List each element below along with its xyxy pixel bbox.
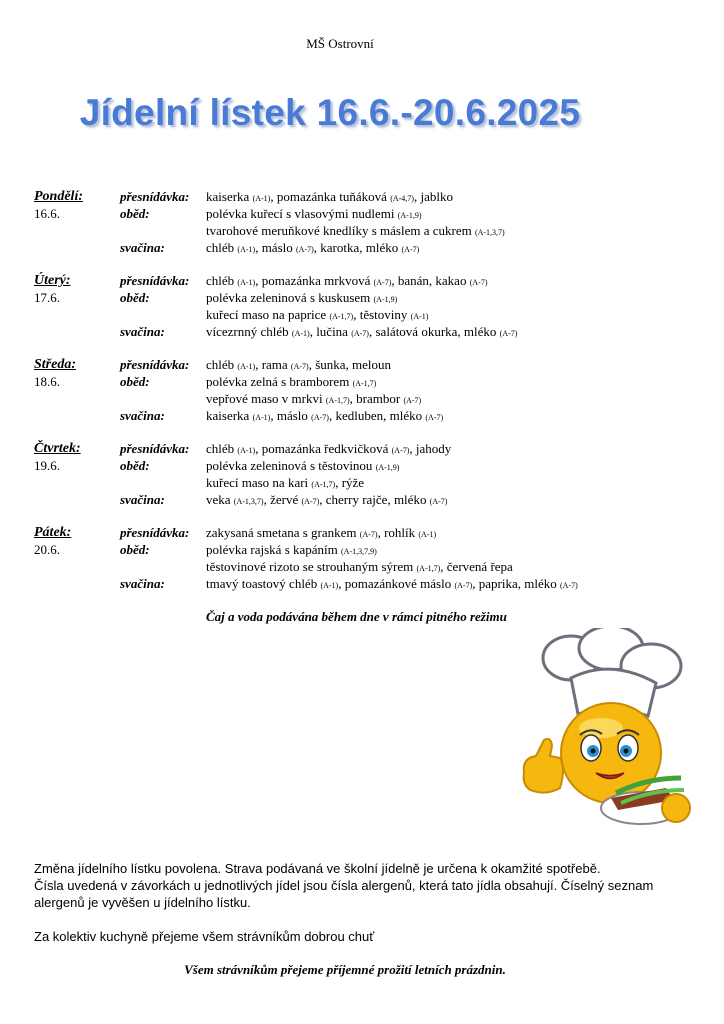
allergen-code: (A-1,7) <box>416 564 441 573</box>
menu-row <box>34 356 694 373</box>
allergen-code: (A-7) <box>560 581 578 590</box>
tea-note: Čaj a voda podávána během dne v rámci pitného režimu <box>206 609 507 624</box>
allergen-code: (A-7) <box>401 245 420 254</box>
meal-text: , rama <box>255 357 291 372</box>
allergen-code: (A-1,3,7,9) <box>341 547 377 556</box>
meal-label: přesnídávka: <box>120 357 190 372</box>
meal-text: tvarohové meruňkové knedlíky s máslem a cukrem <box>206 223 475 238</box>
meal-label: svačina: <box>120 324 165 339</box>
meal-label: oběd: <box>120 374 150 389</box>
allergen-code: (A-1,7) <box>325 396 350 405</box>
meal-label: svačina: <box>120 492 165 507</box>
allergen-code: (A-1) <box>252 413 271 422</box>
menu-row <box>34 323 694 340</box>
meal-text: , žervé <box>263 492 302 507</box>
meal-label: přesnídávka: <box>120 189 190 204</box>
allergen-code: (A-1) <box>410 312 429 321</box>
meal-label: přesnídávka: <box>120 273 190 288</box>
allergen-code: (A-7) <box>403 396 422 405</box>
allergen-code: (A-7) <box>391 446 410 455</box>
allergen-code: (A-4,7) <box>390 194 414 203</box>
meal-items <box>206 491 447 510</box>
meal-label: oběd: <box>120 290 150 305</box>
allergen-code: (A-1,9) <box>375 463 400 472</box>
menu-row <box>34 407 694 424</box>
meal-text: , rohlík <box>377 525 419 540</box>
allergen-code: (A-7) <box>359 530 378 539</box>
day-name: Čtvrtek: <box>34 441 81 456</box>
menu-day <box>34 440 694 508</box>
meal-text: , pomazánka ředkvičková <box>255 441 392 456</box>
day-name: Úterý: <box>34 273 71 288</box>
meal-text: polévka zeleninová s kuskusem <box>206 290 374 305</box>
smiley-chef-icon <box>516 628 696 833</box>
allergen-code: (A-1) <box>418 530 437 539</box>
meal-text: polévka kuřecí s vlasovými nudlemi <box>206 206 398 221</box>
meal-text: , máslo <box>270 408 312 423</box>
allergen-code: (A-1,9) <box>373 295 398 304</box>
meal-text: kaiserka <box>206 189 253 204</box>
meal-text: kuřecí maso na paprice <box>206 307 330 322</box>
school-name: MŠ Ostrovní <box>306 36 374 51</box>
meal-text: , salátová okurka, mléko <box>368 324 500 339</box>
meal-text: chléb <box>206 240 238 255</box>
day-date: 18.6. <box>34 374 60 389</box>
meal-items <box>206 575 578 594</box>
allergen-code: (A-7) <box>290 362 309 371</box>
meal-label: svačina: <box>120 576 165 591</box>
menu-row <box>34 222 694 239</box>
allergen-code: (A-1,7) <box>352 379 377 388</box>
page-title: Jídelní lístek 16.6.-20.6.2025 <box>79 92 581 133</box>
menu-day <box>34 272 694 340</box>
meal-text: , těstoviny <box>353 307 411 322</box>
menu-row <box>34 306 694 323</box>
footer-notes <box>34 860 694 945</box>
closing-message: Všem strávníkům přejeme příjemné prožití letních prázdnin. <box>184 962 506 977</box>
meal-text: polévka zelná s bramborem <box>206 374 353 389</box>
allergen-code: (A-1) <box>237 446 256 455</box>
meal-text: , kedluben, mléko <box>328 408 426 423</box>
menu-row <box>34 373 694 390</box>
allergen-code: (A-7) <box>373 278 392 287</box>
allergen-code: (A-1) <box>252 194 271 203</box>
meal-text: vepřové maso v mrkvi <box>206 391 326 406</box>
meal-text: , jahody <box>409 441 452 456</box>
menu-row <box>34 541 694 558</box>
day-name: Pátek: <box>34 525 72 540</box>
meal-text: , brambor <box>349 391 404 406</box>
allergen-code: (A-1,9) <box>397 211 422 220</box>
meal-text: kuřecí maso na kari <box>206 475 312 490</box>
meal-text: , červená řepa <box>440 559 513 574</box>
meal-text: , pomazánka mrkvová <box>255 273 374 288</box>
day-date: 20.6. <box>34 542 60 557</box>
allergen-code: (A-7) <box>301 497 320 506</box>
day-date: 17.6. <box>34 290 60 305</box>
allergen-code: (A-1,3,7) <box>474 228 505 237</box>
menu-day <box>34 188 694 256</box>
day-date: 16.6. <box>34 206 60 221</box>
meal-items <box>206 323 517 342</box>
menu-row <box>34 575 694 592</box>
footer-line-2: Čísla uvedená v závorkách u jednotlivých jídel jsou čísla alergenů, která tato jídla obsahují. Číselný seznam alergenů je vyvěšen u jídelního lístku. <box>34 878 654 910</box>
meal-label: svačina: <box>120 408 165 423</box>
day-name: Pondělí: <box>34 189 83 204</box>
meal-text: chléb <box>206 357 238 372</box>
allergen-code: (A-1) <box>237 362 256 371</box>
allergen-code: (A-7) <box>351 329 369 338</box>
meal-text: , pomazánkové máslo <box>338 576 455 591</box>
meal-text: těstovinové rizoto se strouhaným sýrem <box>206 559 417 574</box>
menu-row <box>34 474 694 491</box>
allergen-code: (A-7) <box>311 413 329 422</box>
meal-text: veka <box>206 492 234 507</box>
meal-text: tmavý toastový chléb <box>206 576 321 591</box>
meal-items <box>206 407 443 426</box>
allergen-code: (A-1,7) <box>329 312 354 321</box>
meal-text: chléb <box>206 441 238 456</box>
footer-line-1: Změna jídelního lístku povolena. Strava podávaná ve školní jídelně je určena k okamžité spotřebě. <box>34 861 601 876</box>
meal-text: , banán, kakao <box>391 273 470 288</box>
allergen-code: (A-1,3,7) <box>233 497 264 506</box>
allergen-code: (A-1) <box>320 581 339 590</box>
meal-text: kaiserka <box>206 408 253 423</box>
menu-row <box>34 524 694 541</box>
menu-row <box>34 457 694 474</box>
meal-text: chléb <box>206 273 238 288</box>
menu-day <box>34 524 694 592</box>
menu-row <box>34 239 694 256</box>
meal-text: , šunka, meloun <box>308 357 392 372</box>
allergen-code: (A-7) <box>499 329 518 338</box>
day-date: 19.6. <box>34 458 60 473</box>
allergen-code: (A-1,7) <box>311 480 336 489</box>
meal-label: svačina: <box>120 240 165 255</box>
meal-text: vícezrnný chléb <box>206 324 292 339</box>
weekly-menu <box>34 188 694 608</box>
day-name: Středa: <box>34 357 76 372</box>
meal-label: oběd: <box>120 542 150 557</box>
menu-day <box>34 356 694 424</box>
meal-text: , jablko <box>413 189 453 204</box>
menu-row <box>34 440 694 457</box>
meal-label: přesnídávka: <box>120 441 190 456</box>
meal-label: přesnídávka: <box>120 525 190 540</box>
meal-text: , cherry rajče, mléko <box>319 492 430 507</box>
allergen-code: (A-7) <box>296 245 314 254</box>
meal-text: , pomazánka tuňáková <box>270 189 391 204</box>
allergen-code: (A-7) <box>429 497 448 506</box>
meal-text: , máslo <box>255 240 296 255</box>
allergen-code: (A-1) <box>291 329 310 338</box>
meal-text: polévka rajská s kapáním <box>206 542 342 557</box>
meal-items <box>206 239 419 258</box>
allergen-code: (A-1) <box>237 278 256 287</box>
meal-label: oběd: <box>120 206 150 221</box>
allergen-code: (A-1) <box>237 245 256 254</box>
menu-row <box>34 289 694 306</box>
meal-text: , rýže <box>335 475 365 490</box>
allergen-code: (A-7) <box>469 278 488 287</box>
menu-row <box>34 272 694 289</box>
menu-row <box>34 205 694 222</box>
meal-text: , paprika, mléko <box>472 576 560 591</box>
menu-row <box>34 558 694 575</box>
meal-label: oběd: <box>120 458 150 473</box>
menu-row <box>34 188 694 205</box>
allergen-code: (A-7) <box>425 413 444 422</box>
menu-row <box>34 390 694 407</box>
meal-text: , lučina <box>309 324 352 339</box>
footer-wish: Za kolektiv kuchyně přejeme všem strávníkům dobrou chuť <box>34 929 375 944</box>
menu-row <box>34 491 694 508</box>
meal-text: , karotka, mléko <box>313 240 402 255</box>
allergen-code: (A-7) <box>454 581 473 590</box>
meal-text: polévka zeleninová s těstovinou <box>206 458 376 473</box>
meal-text: zakysaná smetana s grankem <box>206 525 360 540</box>
